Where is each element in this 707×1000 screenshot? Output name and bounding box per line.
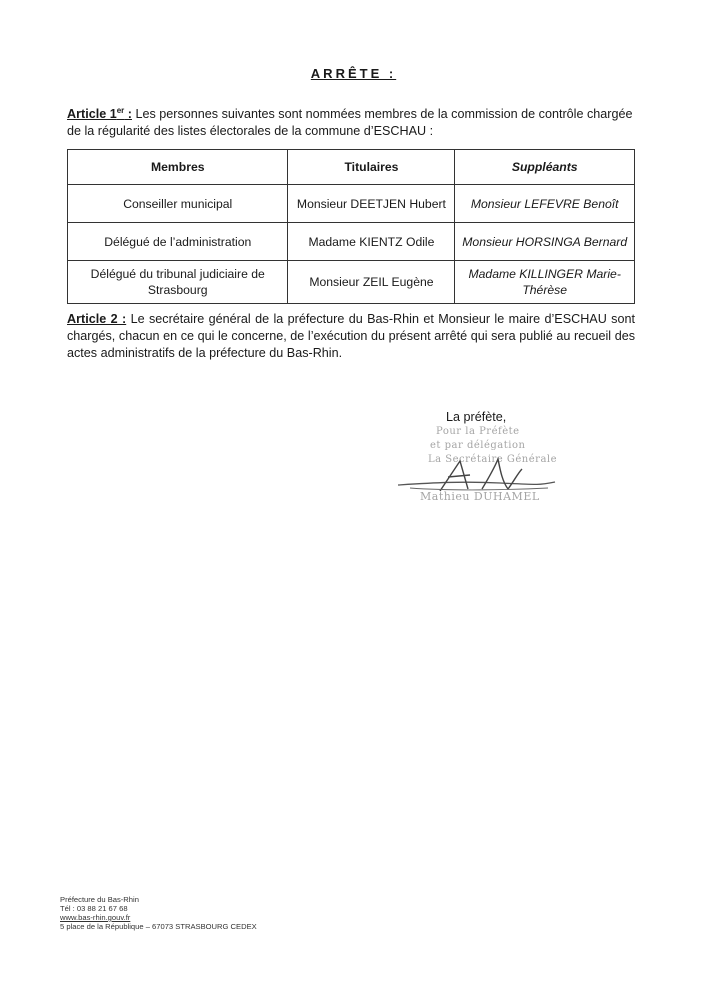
table-row [68, 261, 635, 304]
cell-membre: Délégué du tribunal judiciaire de Strasbourg [68, 261, 288, 304]
footer [60, 895, 257, 931]
footer-website-link[interactable]: www.bas-rhin.gouv.fr [60, 913, 131, 922]
cell-membre: Conseiller municipal [68, 185, 288, 223]
document-title: ARRÊTE : [310, 66, 397, 81]
signer-title: La préfète, [446, 410, 507, 424]
cell-titulaire: Madame KIENTZ Odile [288, 223, 455, 261]
article-1-label: Article 1er : [67, 106, 132, 122]
stamp-line: Pour la Préfète [436, 426, 520, 437]
table-header-row [68, 150, 635, 185]
signature-block [390, 410, 570, 520]
cell-suppleant: Monsieur HORSINGA Bernard [455, 223, 635, 261]
cell-suppleant: Madame KILLINGER Marie-Thérèse [455, 261, 635, 304]
footer-phone: Tél : 03 88 21 67 68 [60, 904, 128, 913]
cell-suppleant: Monsieur LEFEVRE Benoît [455, 185, 635, 223]
cell-titulaire: Monsieur DEETJEN Hubert [288, 185, 455, 223]
stamp-line: Mathieu DUHAMEL [420, 490, 540, 503]
article-1-text: Les personnes suivantes sont nommées membres de la commission de contrôle chargée de la régularité des listes électorales de la commune d’ESCHAU : [67, 107, 633, 139]
header-suppleants: Suppléants [455, 150, 635, 185]
members-table [67, 149, 635, 304]
article-2-label: Article 2 : [67, 312, 127, 326]
header-membres: Membres [68, 150, 288, 185]
cell-membre: Délégué de l’administration [68, 223, 288, 261]
table-row [68, 185, 635, 223]
cell-titulaire: Monsieur ZEIL Eugène [288, 261, 455, 304]
stamp-line: La Secrétaire Générale [428, 454, 558, 465]
footer-address: 5 place de la République – 67073 STRASBOURG CEDEX [60, 922, 257, 931]
stamp-line: et par délégation [430, 440, 526, 451]
article-2-text: Le secrétaire général de la préfecture du Bas-Rhin et Monsieur le maire d’ESCHAU sont chargés, chacun en ce qui le concerne, de l’exécution du présent arrêté qui sera publié au recueil des actes administratifs de la préfecture du Bas-Rhin. [67, 312, 635, 360]
footer-org: Préfecture du Bas-Rhin [60, 895, 139, 904]
article-1 [67, 102, 635, 140]
table-row [68, 223, 635, 261]
article-2 [67, 311, 635, 362]
header-titulaires: Titulaires [288, 150, 455, 185]
